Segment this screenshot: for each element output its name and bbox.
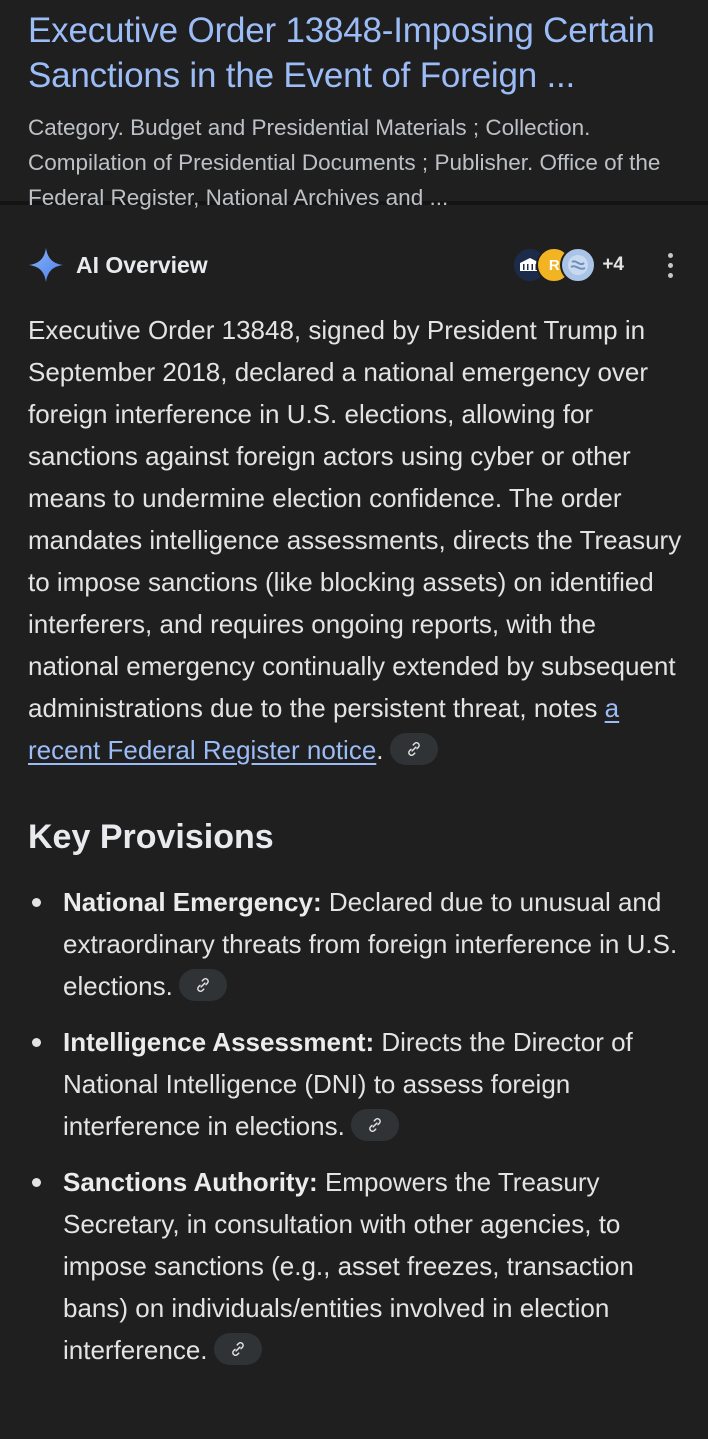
search-result: [0, 0, 708, 210]
summary-text: Executive Order 13848, signed by President Trump in September 2018, declared a national emergency over foreign interference in U.S. elections, allowing for sanctions against foreign actors using cyber or other means to undermine election confidence. The order mandates intelligence assessments, directs the Treasury to impose sanctions (like blocking assets) on identified interferers, and requires ongoing reports, with the national emergency continually extended by subsequent administrations due to the persistent threat, notes: [28, 315, 682, 723]
sparkle-icon: [27, 246, 65, 284]
ai-overview: [0, 235, 708, 1371]
summary-end: .: [376, 735, 384, 765]
globe-icon[interactable]: [560, 247, 596, 283]
link-chip-button[interactable]: [390, 733, 438, 765]
provision-text: Empowers the Treasury Secretary, in consultation with other agencies, to impose sanctions (e.g., asset freezes, transaction bans) on individuals/entities involved in election interference.: [63, 1167, 634, 1365]
link-icon: [366, 1116, 384, 1134]
federal-register-link[interactable]: a recent Federal Register notice: [28, 693, 620, 765]
list-item: [28, 881, 686, 1007]
link-chip-button[interactable]: [351, 1109, 399, 1141]
ai-overview-title: AI Overview: [76, 251, 208, 278]
source-avatars[interactable]: [512, 247, 624, 283]
result-snippet: Category. Budget and Presidential Materials ; Collection. Compilation of Presidential Documents ; Publisher. Office of the Federal Register, National Archives and ...: [28, 115, 661, 210]
provision-label: National Emergency:: [63, 887, 322, 917]
provision-text: Directs the Director of National Intelligence (DNI) to assess foreign interference in elections.: [63, 1027, 633, 1141]
more-sources-count[interactable]: +4: [602, 254, 624, 275]
link-icon: [405, 740, 423, 758]
source-avatar-r[interactable]: R: [536, 247, 572, 283]
ai-overview-summary: [28, 309, 686, 771]
provision-text: Declared due to unusual and extraordinary threats from foreign interference in U.S. elections.: [63, 887, 678, 1001]
link-icon: [229, 1340, 247, 1358]
more-options-icon[interactable]: [658, 249, 682, 281]
provision-label: Intelligence Assessment:: [63, 1027, 375, 1057]
section-heading: Key Provisions: [28, 818, 274, 856]
bullet-icon: [32, 898, 41, 907]
bullet-icon: [32, 1038, 41, 1047]
bullet-icon: [32, 1178, 41, 1187]
ai-overview-header: [28, 235, 686, 295]
result-title-link[interactable]: Executive Order 13848-Imposing Certain Sanctions in the Event of Foreign ...: [28, 11, 655, 95]
provisions-list: [28, 881, 686, 1371]
provision-label: Sanctions Authority:: [63, 1167, 318, 1197]
link-chip-button[interactable]: [214, 1333, 262, 1365]
list-item: [28, 1021, 686, 1147]
link-icon: [194, 976, 212, 994]
link-chip-button[interactable]: [179, 969, 227, 1001]
list-item: [28, 1161, 686, 1371]
